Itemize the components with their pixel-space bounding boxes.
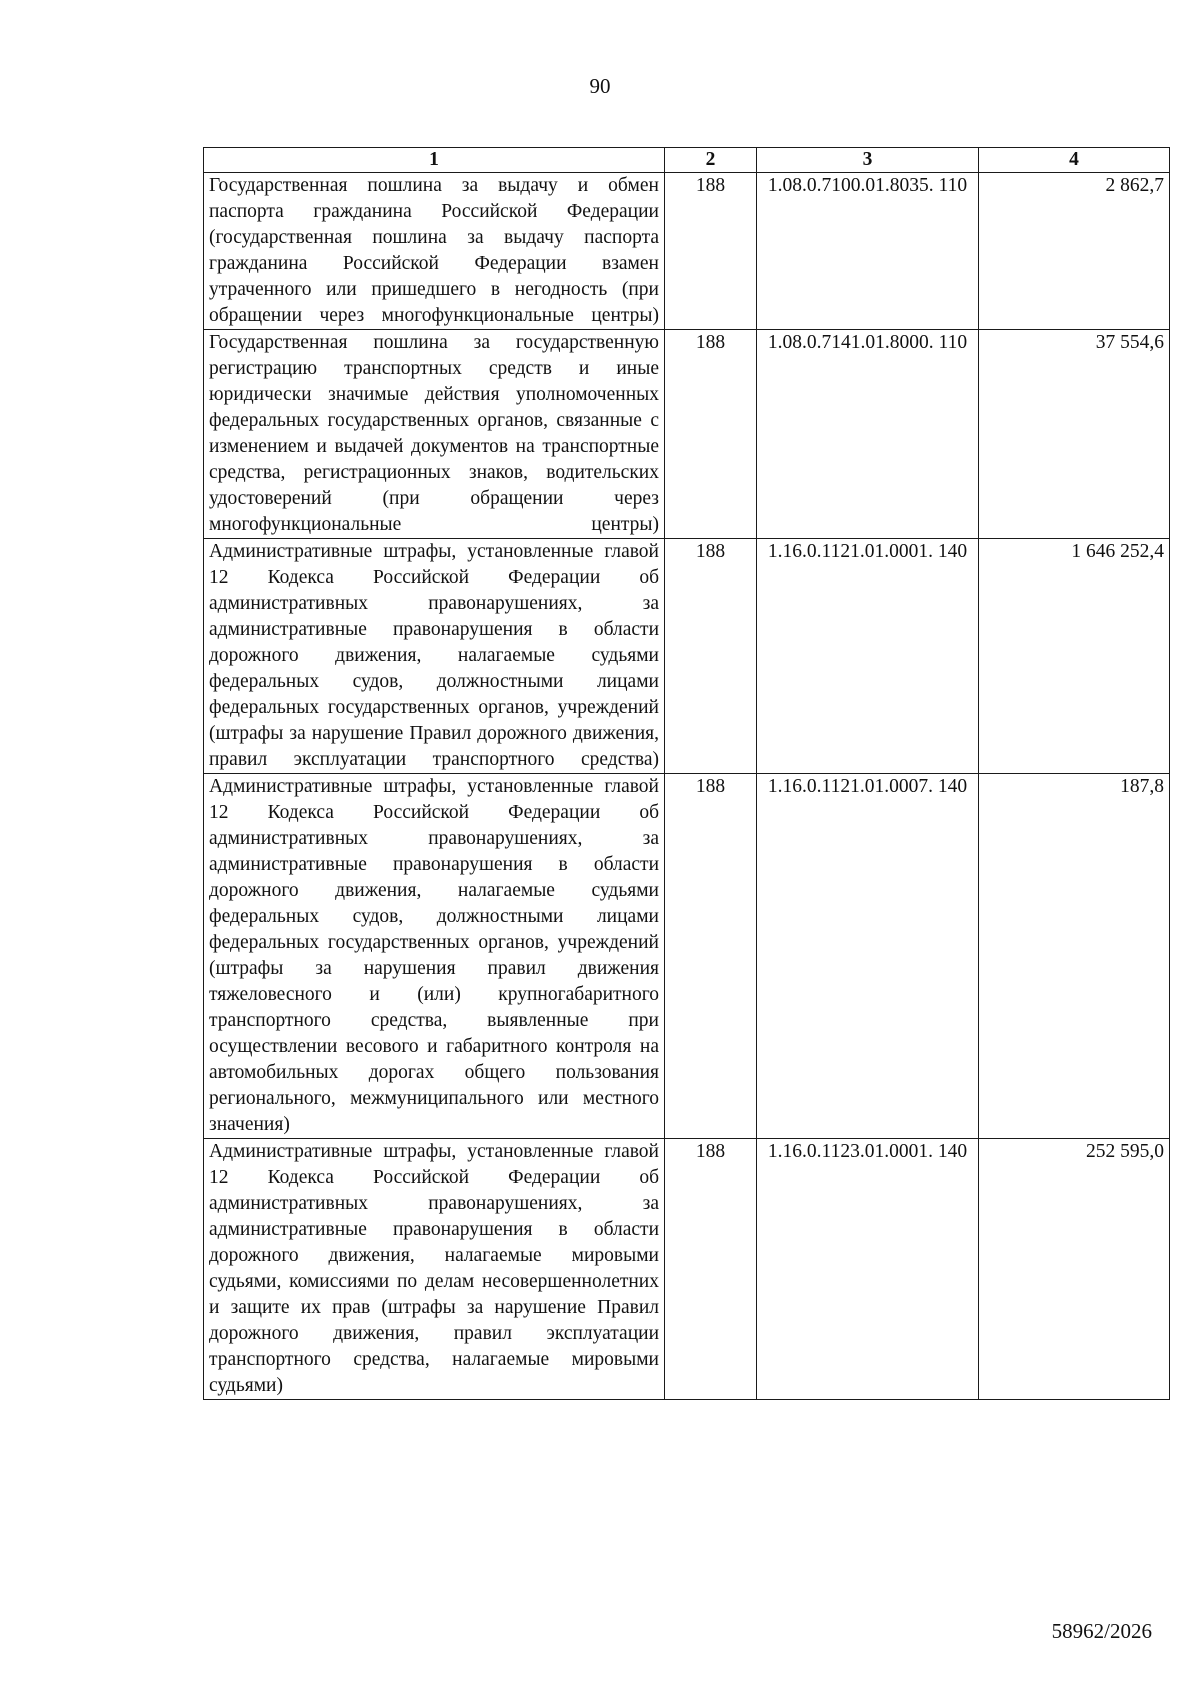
- revenue-name-cell: Административные штрафы, установленные главой 12 Кодекса Российской Федерации об административных правонарушениях, за административные правонарушения в области дорожного движения, налагаемые судьями федеральных судов, должностными лицами федеральных государственных органов, учреждений (штрафы за нарушения правил движения тяжеловесного и (или) крупногабаритного транспортного средства, выявленные при осуществлении весового и габаритного контроля на автомобильных дорогах общего пользования регионального, межмуниципального или местного значения): [204, 774, 665, 1139]
- document-id: 58962/2026: [1051, 1619, 1152, 1643]
- administrator-code-cell: 188: [665, 539, 757, 774]
- classification-code-cell: 1.16.0.1121.01.0001. 140: [757, 539, 979, 774]
- table-row: [204, 539, 1170, 774]
- header-col-3: 3: [757, 148, 979, 173]
- header-col-2: 2: [665, 148, 757, 173]
- amount-cell: 187,8: [979, 774, 1170, 1139]
- administrator-code-cell: 188: [665, 1139, 757, 1400]
- page-number: 90: [589, 74, 611, 98]
- amount-cell: 2 862,7: [979, 173, 1170, 330]
- classification-code-cell: 1.08.0.7141.01.8000. 110: [757, 330, 979, 539]
- table-row: [204, 774, 1170, 1139]
- classification-code-cell: 1.16.0.1121.01.0007. 140: [757, 774, 979, 1139]
- administrator-code-cell: 188: [665, 774, 757, 1139]
- revenue-name-cell: Государственная пошлина за выдачу и обмен паспорта гражданина Российской Федерации (государственная пошлина за выдачу паспорта гражданина Российской Федерации взамен утраченного или пришедшего в негодность (при обращении через многофункциональные центры): [204, 173, 665, 330]
- amount-cell: 252 595,0: [979, 1139, 1170, 1400]
- revenue-table: [203, 147, 1170, 1400]
- revenue-name-cell: Административные штрафы, установленные главой 12 Кодекса Российской Федерации об административных правонарушениях, за административные правонарушения в области дорожного движения, налагаемые судьями федеральных судов, должностными лицами федеральных государственных органов, учреждений (штрафы за нарушение Правил дорожного движения, правил эксплуатации транспортного средства): [204, 539, 665, 774]
- classification-code-cell: 1.08.0.7100.01.8035. 110: [757, 173, 979, 330]
- header-col-4: 4: [979, 148, 1170, 173]
- table-row: [204, 330, 1170, 539]
- table-row: [204, 1139, 1170, 1400]
- administrator-code-cell: 188: [665, 173, 757, 330]
- amount-cell: 37 554,6: [979, 330, 1170, 539]
- header-col-1: 1: [204, 148, 665, 173]
- table-header-row: [204, 148, 1170, 173]
- revenue-name-cell: Административные штрафы, установленные главой 12 Кодекса Российской Федерации об административных правонарушениях, за административные правонарушения в области дорожного движения, налагаемые мировыми судьями, комиссиями по делам несовершеннолетних и защите их прав (штрафы за нарушение Правил дорожного движения, правил эксплуатации транспортного средства, налагаемые мировыми судьями): [204, 1139, 665, 1400]
- table-row: [204, 173, 1170, 330]
- administrator-code-cell: 188: [665, 330, 757, 539]
- revenue-name-cell: Государственная пошлина за государственную регистрацию транспортных средств и иные юридически значимые действия уполномоченных федеральных государственных органов, связанные с изменением и выдачей документов на транспортные средства, регистрационных знаков, водительских удостоверений (при обращении через многофункциональные центры): [204, 330, 665, 539]
- classification-code-cell: 1.16.0.1123.01.0001. 140: [757, 1139, 979, 1400]
- amount-cell: 1 646 252,4: [979, 539, 1170, 774]
